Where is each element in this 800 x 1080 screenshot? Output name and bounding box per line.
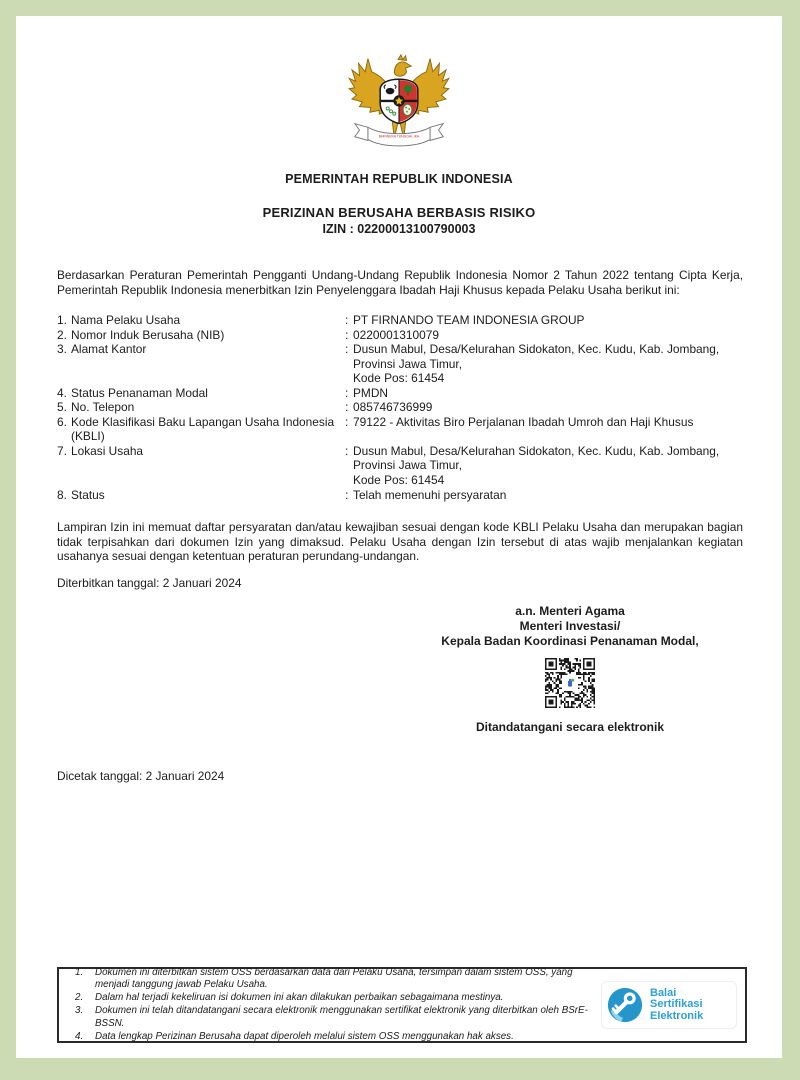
field-label: Status: [71, 487, 105, 502]
field-number: 1.: [57, 313, 67, 327]
field-colon: :: [345, 414, 349, 429]
field-label: (KBLI): [71, 429, 105, 444]
field-row-nib: [57, 328, 743, 343]
issued-date: Diterbitkan tanggal: 2 Januari 2024: [57, 576, 242, 590]
printed-date: Dicetak tanggal: 2 Januari 2024: [57, 769, 225, 783]
signatory-role-line2: Kepala Badan Koordinasi Penanaman Modal,: [441, 634, 699, 648]
field-value: Provinsi Jawa Timur,: [353, 458, 463, 473]
field-row-status-penanaman-modal: [57, 386, 743, 401]
field-value: 79122 - Aktivitas Biro Perjalanan Ibadah Umroh dan Haji Khusus: [353, 414, 694, 429]
closing-paragraph: Lampiran Izin ini memuat daftar persyaratan dan/atau kewajiban sesuai dengan kode KBLI Pelaku Usaha dan merupakan bagian tidak terpisahkan dari dokumen Izin yang dimaksud. Pelaku Usaha dengan Izin tersebut di atas wajib menjalankan kegiatan usahanya sesuai dengan ketentuan peraturan perundang-undangan.: [57, 520, 743, 564]
field-number: 4.: [57, 385, 67, 400]
field-label: Alamat Kantor: [71, 342, 147, 357]
signatory-role-line1: Menteri Investasi/: [519, 619, 621, 633]
document-title: PERIZINAN BERUSAHA BERBASIS RISIKO: [262, 205, 536, 220]
field-colon: :: [345, 443, 349, 458]
footer-note: [75, 992, 597, 1005]
field-row-kbli: [57, 415, 743, 444]
field-colon: :: [345, 400, 349, 415]
note-text: Dalam hal terjadi kekeliruan isi dokumen ini akan dilakukan perbaikan sebagaimana mestinya.: [95, 992, 504, 1004]
oss-mini-logo-icon: [565, 678, 575, 688]
bsre-logo: [601, 981, 737, 1029]
bsre-logo-line1: Balai: [650, 986, 677, 999]
field-value: 0220001310079: [353, 327, 439, 342]
garuda-pancasila-emblem: [347, 52, 451, 148]
field-label: Lokasi Usaha: [71, 443, 144, 458]
field-value: Dusun Mabul, Desa/Kelurahan Sidokaton, Kec. Kudu, Kab. Jombang,: [353, 443, 720, 458]
field-label: Nama Pelaku Usaha: [71, 313, 181, 327]
note-number: 1.: [75, 966, 84, 978]
signature-block: [410, 604, 730, 735]
government-title: PEMERINTAH REPUBLIK INDONESIA: [285, 172, 513, 186]
field-label: Kode Klasifikasi Baku Lapangan Usaha Indonesia: [71, 414, 335, 429]
qr-center-logo: [564, 677, 576, 689]
license-number: IZIN : 02200013100790003: [322, 222, 476, 236]
field-label: Status Penanaman Modal: [71, 385, 208, 400]
field-label: No. Telepon: [71, 400, 135, 415]
field-value: Telah memenuhi persyaratan: [353, 487, 507, 502]
field-value: PT FIRNANDO TEAM INDONESIA GROUP: [353, 313, 585, 327]
field-number: 6.: [57, 414, 67, 429]
note-number: 2.: [75, 992, 84, 1004]
note-number: 4.: [75, 1030, 84, 1042]
field-value: Dusun Mabul, Desa/Kelurahan Sidokaton, Kec. Kudu, Kab. Jombang,: [353, 342, 720, 357]
footer-note: [75, 967, 597, 993]
note-number: 3.: [75, 1005, 84, 1016]
garuda-emblem-graphic: [347, 52, 451, 148]
footer-disclaimer-box: [57, 967, 747, 1043]
bsre-logo-line2: Sertifikasi: [650, 998, 703, 1011]
note-text: Dokumen ini telah ditandatangani secara elektronik menggunakan sertifikat elektronik yang diterbitkan oleh BSrE-BSSN.: [95, 1005, 588, 1029]
field-label: Nomor Induk Berusaha (NIB): [71, 327, 225, 342]
footer-note: [75, 1005, 597, 1031]
key-icon: [606, 986, 644, 1024]
fields-list: [57, 313, 743, 502]
field-value: Kode Pos: 61454: [353, 371, 445, 386]
document-page: [16, 16, 782, 1058]
field-colon: :: [345, 487, 349, 502]
intro-paragraph: Berdasarkan Peraturan Pemerintah Pengganti Undang-Undang Republik Indonesia Nomor 2 Tahun 2022 tentang Cipta Kerja, Pemerintah Republik Indonesia menerbitkan Izin Penyelenggara Ibadah Haji Khusus kepada Pelaku Usaha berikut ini:: [57, 268, 743, 297]
esign-note: Ditandatangani secara elektronik: [475, 720, 665, 734]
field-colon: :: [345, 342, 349, 357]
qr-code: [545, 658, 595, 708]
signatory-on-behalf: a.n. Menteri Agama: [515, 604, 625, 618]
bsre-logo-line3: Elektronik: [650, 1009, 704, 1022]
field-row-status: [57, 488, 743, 503]
field-value: 085746736999: [353, 400, 433, 415]
footer-note: [75, 1031, 597, 1044]
field-row-alamat-kantor: [57, 342, 743, 386]
emblem-motto-text: BHINNEKA TUNGGAL IKA: [378, 134, 420, 139]
field-number: 3.: [57, 342, 67, 357]
field-number: 7.: [57, 443, 67, 458]
field-value: Kode Pos: 61454: [353, 473, 445, 488]
bsre-logo-text: [650, 988, 703, 1023]
field-number: 2.: [57, 327, 67, 342]
field-number: 8.: [57, 487, 67, 502]
field-colon: :: [345, 385, 349, 400]
field-number: 5.: [57, 400, 67, 415]
field-colon: :: [345, 313, 349, 327]
note-text: Dokumen ini diterbitkan sistem OSS berdasarkan data dari Pelaku Usaha, tersimpan dalam sistem OSS, yang menjadi tanggung jawab Pelaku Usaha.: [95, 966, 573, 991]
field-colon: :: [345, 327, 349, 342]
note-text: Data lengkap Perizinan Berusaha dapat diperoleh melalui sistem OSS menggunakan hak akses.: [95, 1030, 514, 1042]
field-row-nama-pelaku-usaha: [57, 313, 743, 328]
field-value: PMDN: [353, 385, 389, 400]
field-row-no-telepon: [57, 400, 743, 415]
field-value: Provinsi Jawa Timur,: [353, 356, 463, 371]
footer-notes: [59, 961, 601, 1050]
field-row-lokasi-usaha: [57, 444, 743, 488]
